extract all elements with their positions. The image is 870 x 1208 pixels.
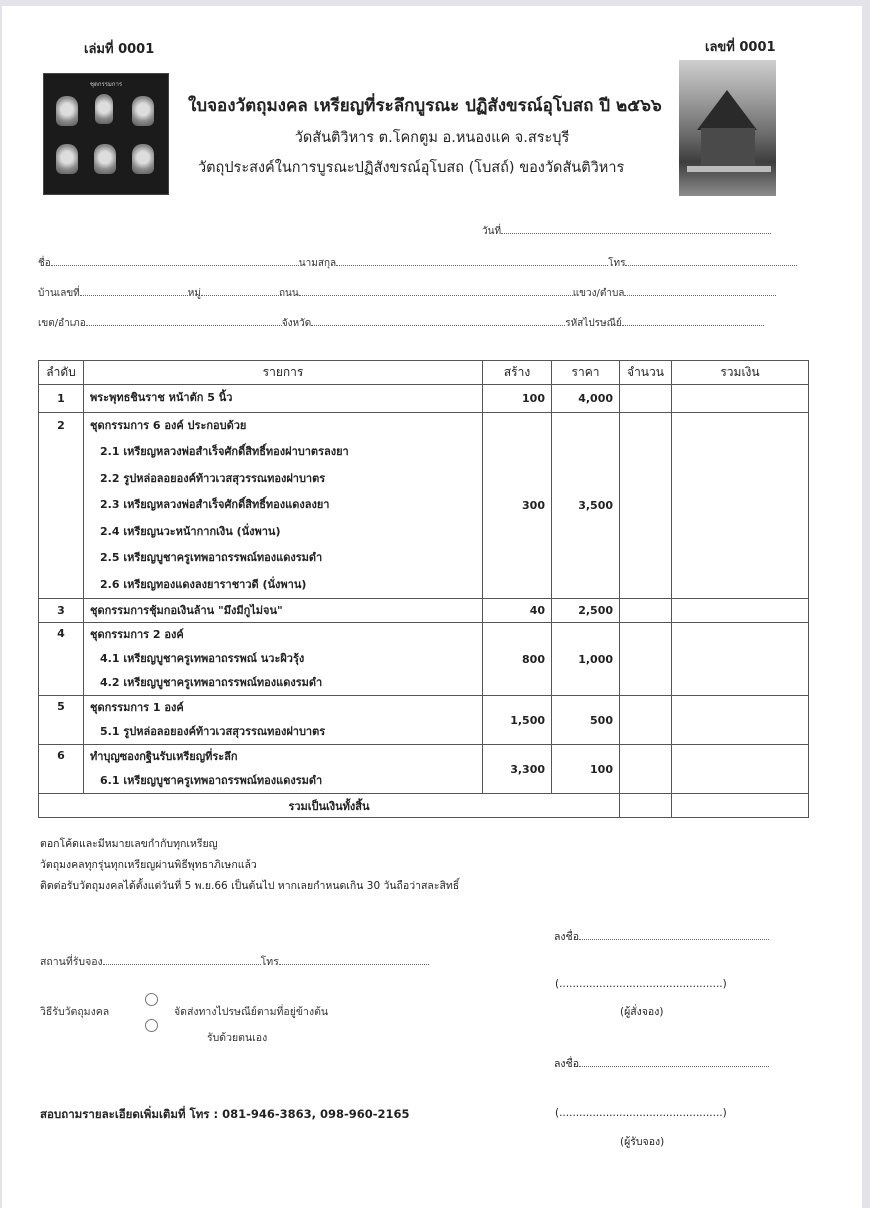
province-field[interactable]: จังหวัด xyxy=(282,318,565,329)
grand-total-row xyxy=(39,794,809,818)
qty-cell[interactable] xyxy=(620,385,672,413)
postcode-field[interactable]: รหัสไปรษณีย์ xyxy=(565,318,764,329)
table-row: 2 ชุดกรรมการ 6 องค์ ประกอบด้วย 2.1 เหรียญหลวงพ่อสำเร็จศักดิ์สิทธิ์ทองฝาบาตรลงยา 2.2 รูปหล่อลอยองค์ท้าวเวสสุวรรณทองฝาบาตร 2.3 เหรียญหลวงพ่อสำเร็จศักดิ์สิทธิ์ทองแดงลงยา 2.4 เหรียญนวะหน้ากากเงิน (นั่งพาน) 2.5 เหรียญบูชาครูเทพอาถรรพณ์ทองแดงรมดำ 2.6 เหรียญทองแดงลงยาราชาวดี (นั่งพาน) 300 3,500 xyxy=(39,412,809,599)
total-cell[interactable] xyxy=(672,412,809,599)
total-cell[interactable] xyxy=(672,745,809,794)
last-name-field[interactable]: นามสกุล xyxy=(299,258,608,269)
receiver-signature-field[interactable]: ลงชื่อ xyxy=(554,1055,769,1072)
radio-postal[interactable] xyxy=(145,991,158,1010)
amulet-icon xyxy=(95,94,113,124)
temple-address: วัดสันติวิหาร ต.โคกตูม อ.หนองแค จ.สระบุรี xyxy=(294,130,570,146)
total-cell[interactable] xyxy=(672,599,809,623)
orderer-role: (ผู้สั่งจอง) xyxy=(620,1006,664,1018)
note-line: วัตถุมงคลทุกรุ่นทุกเหรียญผ่านพิธีพุทธาภิเษกแล้ว xyxy=(40,859,257,871)
grand-total-qty-cell[interactable] xyxy=(620,794,672,818)
phone-field[interactable]: โทร xyxy=(608,258,797,269)
col-header-total: รวมเงิน xyxy=(672,361,809,385)
qty-cell[interactable] xyxy=(620,412,672,599)
first-name-field[interactable]: ชื่อ xyxy=(38,258,299,269)
road-field[interactable]: ถนน xyxy=(279,288,573,299)
qty-cell[interactable] xyxy=(620,599,672,623)
booking-form-page xyxy=(2,6,862,1208)
contact-info: สอบถามรายละเอียดเพิ่มเติมที่ โทร : 081-946-3863, 098-960-2165 xyxy=(40,1107,410,1121)
table-row: 4 ชุดกรรมการ 2 องค์ 4.1 เหรียญบูชาครูเทพอาถรรพณ์ นวะผิวรุ้ง 4.2 เหรียญบูชาครูเทพอาถรรพณ์ทองแดงรมดำ 800 1,000 xyxy=(39,623,809,696)
orderer-signature-field[interactable]: ลงชื่อ xyxy=(554,928,769,945)
amulet-icon xyxy=(132,96,154,126)
grand-total-label: รวมเป็นเงินทั้งสิ้น xyxy=(39,794,620,818)
total-cell[interactable] xyxy=(672,623,809,696)
table-row: 5 ชุดกรรมการ 1 องค์ 5.1 รูปหล่อลอยองค์ท้าวเวสสุวรรณทองฝาบาตร 1,500 500 xyxy=(39,696,809,745)
total-cell[interactable] xyxy=(672,696,809,745)
option-postal-label: จัดส่งทางไปรษณีย์ตามที่อยู่ข้างต้น xyxy=(174,1006,329,1018)
col-header-no: ลำดับ xyxy=(39,361,84,385)
notes xyxy=(40,834,459,897)
table-row: 1 พระพุทธชินราช หน้าตัก 5 นิ้ว 100 4,000 xyxy=(39,385,809,413)
booking-place-field[interactable]: สถานที่รับจอง xyxy=(40,956,261,968)
receiver-role: (ผู้รับจอง) xyxy=(620,1136,665,1148)
radio-self-pickup[interactable] xyxy=(145,1017,158,1036)
col-header-made: สร้าง xyxy=(483,361,552,385)
col-header-price: ราคา xyxy=(552,361,620,385)
photo-caption: ชุดกรรมการ xyxy=(89,81,123,88)
delivery-method-label: วิธีรับวัตถุมงคล xyxy=(40,1006,110,1018)
radio-circle-icon xyxy=(145,1019,158,1032)
qty-cell[interactable] xyxy=(620,745,672,794)
date-field[interactable]: วันที่ xyxy=(482,224,771,239)
total-cell[interactable] xyxy=(672,385,809,413)
district-field[interactable]: เขต/อำเภอ xyxy=(38,318,282,329)
qty-cell[interactable] xyxy=(620,623,672,696)
col-header-qty: จำนวน xyxy=(620,361,672,385)
temple-roof-icon xyxy=(697,90,757,130)
qty-cell[interactable] xyxy=(620,696,672,745)
temple-base-icon xyxy=(687,166,771,172)
address-row xyxy=(38,286,776,301)
option-self-pickup-label: รับด้วยตนเอง xyxy=(207,1032,268,1044)
col-header-item: รายการ xyxy=(84,361,483,385)
table-header-row xyxy=(39,361,809,385)
orderer-name-field[interactable]: (.................................................) xyxy=(555,978,727,990)
note-line: ติดต่อรับวัตถุมงคลได้ตั้งแต่วันที่ 5 พ.ย.66 เป็นต้นไป หากเลยกำหนดเกิน 30 วันถือว่าสละสิทธิ์ xyxy=(40,880,460,892)
amulet-icon xyxy=(56,96,78,126)
booking-phone-field[interactable]: โทร xyxy=(261,956,429,968)
subdistrict-field[interactable]: แขวง/ตำบล xyxy=(573,288,777,299)
book-number: เล่มที่ 0001 xyxy=(84,42,155,57)
booking-place-row xyxy=(40,953,429,970)
radio-circle-icon xyxy=(145,993,158,1006)
district-row xyxy=(38,316,764,331)
order-items-table xyxy=(38,360,809,818)
grand-total-amount-cell[interactable] xyxy=(672,794,809,818)
name-row xyxy=(38,256,797,271)
table-row: 6 ทำบุญซองกฐินรับเหรียญที่ระลึก 6.1 เหรียญบูชาครูเทพอาถรรพณ์ทองแดงรมดำ 3,300 100 xyxy=(39,745,809,794)
moo-field[interactable]: หมู่ xyxy=(188,288,279,299)
purpose-text: วัตถุประสงค์ในการบูรณะปฏิสังขรณ์อุโบสถ (โบสถ์) ของวัดสันติวิหาร xyxy=(198,160,625,176)
house-no-field[interactable]: บ้านเลขที่ xyxy=(38,288,188,299)
form-number: เลขที่ 0001 xyxy=(705,40,776,55)
page-title: ใบจองวัตถุมงคล เหรียญที่ระลึกบูรณะ ปฏิสังขรณ์อุโบสถ ปี ๒๕๖๖ xyxy=(188,96,662,116)
table-row: 3 ชุดกรรมการชุ้มกอเงินล้าน "มึงมีกูไม่จน" 40 2,500 xyxy=(39,599,809,623)
receiver-name-field[interactable]: (.................................................) xyxy=(555,1107,727,1119)
note-line: ตอกโค้ดและมีหมายเลขกำกับทุกเหรียญ xyxy=(40,838,218,850)
